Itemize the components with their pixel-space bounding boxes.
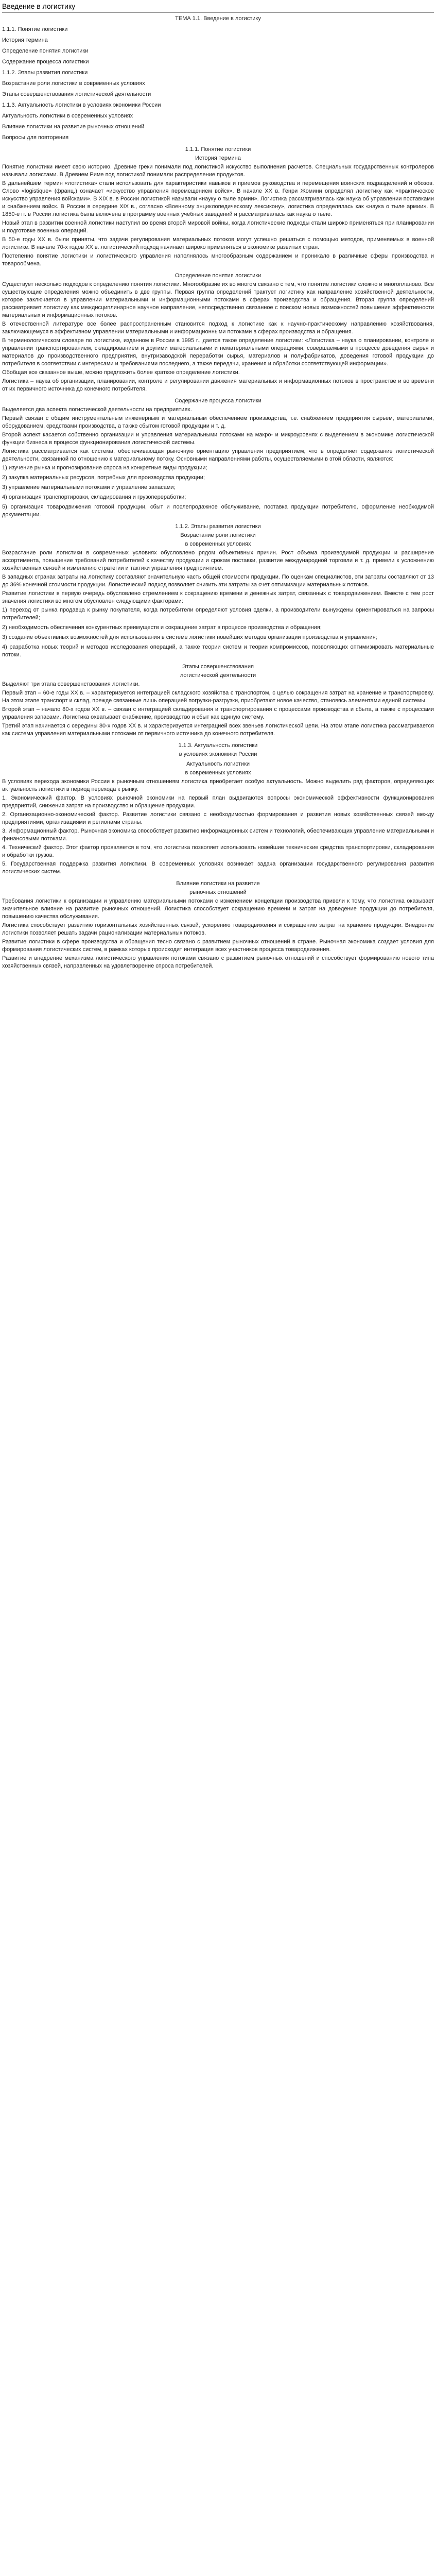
subsection-heading: в современных условиях xyxy=(185,541,251,547)
paragraph: Логистика способствует развитию горизонтальных хозяйственных связей, ускорению товародвижения и сокращению затрат на хранение продукции. Внедрение логистики позволяет решать задачи рационализации материальных потоков. xyxy=(2,922,434,936)
toc-title: ТЕМА 1.1. Введение в логистику xyxy=(175,15,261,22)
toc-item[interactable]: Содержание процесса логистики xyxy=(2,59,89,65)
paragraph: Обобщая все сказанное выше, можно предложить более краткое определение логистики. xyxy=(2,369,240,376)
paragraph: Требования логистики к организации и управлению материальными потоками с изменением концепции производства привели к тому, что логистика оказывает значительное влияние на развитие рыночных отношений. Логистика способствует сокращению времени и затрат на доведение продукции до потребителя, повышению качества обслуживания. xyxy=(2,898,434,920)
toc-item[interactable]: Возрастание роли логистики в современных условиях xyxy=(2,80,145,87)
paragraph: Понятие логистики имеет свою историю. Древние греки понимали под логистикой искусство выполнения расчетов. Специальных государственных контролеров называли логистами. В Древнем Риме под логистикой понимали распределение продуктов. xyxy=(2,164,434,178)
paragraph: Существует несколько подходов к определению понятия логистики. Многообразие их во многом связано с тем, что понятие логистики сложно и многопланово. Все существующие определения можно объединить в две группы. Первая группа определений трактует логистику как направление хозяйственной деятельности, которое заключается в управлении материальными и информационными потоками в сферах производства и обращения. Вторая группа определений рассматривает логистику как междисциплинарное научное направление, непосредственно связанное с поиском новых возможностей повышения эффективности материальных и информационных потоков. xyxy=(2,281,434,318)
toc-item[interactable]: 1.1.1. Понятие логистики xyxy=(2,26,68,32)
list-item: 2) закупка материальных ресурсов, потребных для производства продукции; xyxy=(2,474,205,481)
list-item: 4) организация транспортировки, складирования и грузопереработки; xyxy=(2,494,186,500)
paragraph: 3. Информационный фактор. Рыночная экономика способствует развитию информационных систем и технологий, обеспечивающих управление материальными и финансовыми потоками. xyxy=(2,828,434,842)
subsection-heading: История термина xyxy=(195,155,241,161)
paragraph: Постепенно понятие логистики и логистического управления наполнялось многообразным содержанием и проникало в различные сферы производства и товарообмена. xyxy=(2,253,434,267)
document-page xyxy=(0,0,436,970)
list-item: 2) необходимость обеспечения конкурентных преимуществ и сокращение затрат в процессе производства и обращения; xyxy=(2,624,322,631)
paragraph: 4. Технический фактор. Этот фактор проявляется в том, что логистика позволяет использовать новейшие технические средства транспортировки, складирования и обработки грузов. xyxy=(2,844,434,858)
paragraph: 5. Государственная поддержка развития логистики. В современных условиях возникает задача организации государственного регулирования развития логистических систем. xyxy=(2,861,434,875)
subsection-heading: логистической деятельности xyxy=(180,672,256,679)
subsection-heading: в условиях экономики России xyxy=(179,751,257,757)
section-heading: 1.1.3. Актуальность логистики xyxy=(178,742,258,749)
subsection-heading: Содержание процесса логистики xyxy=(175,398,261,404)
paragraph: В терминологическом словаре по логистике, изданном в России в 1995 г., дается такое определение логистики: «Логистика – наука о планировании, контроле и управлении транспортированием, складированием и другими материальными и нематериальными операциями, совершаемыми в процессе доведения сырья и материалов до производственного предприятия, внутризаводской переработки сырья, материалов и полуфабрикатов, доведения готовой продукции до потребителя в соответствии с интересами и требованиями последнего, а также передачи, хранения и обработки соответствующей информации». xyxy=(2,337,434,367)
paragraph: Первый связан с общим инструментальным инженерным и материальным обеспечением производства, т.е. снабжением предприятия сырьем, материалами, оборудованием, средствами производства, а также сбытом готовой продукции и т. д. xyxy=(2,415,434,429)
paragraph: Развитие логистики в сфере производства и обращения тесно связано с развитием рыночных отношений в стране. Рыночная экономика создает условия для формирования логистических систем, в рамках которых происходит интеграция всех участников процесса товародвижения. xyxy=(2,939,434,953)
list-item: 4) разработка новых теорий и методов исследования операций, а также теории систем и теории компромиссов, позволяющих оптимизировать материальные потоки. xyxy=(2,644,434,658)
subsection-heading: Возрастание роли логистики xyxy=(180,532,256,538)
paragraph: В условиях перехода экономики России к рыночным отношениям логистика приобретает особую актуальность. Можно выделить ряд факторов, определяющих актуальность логистики в период перехода к рынку. xyxy=(2,778,434,792)
paragraph: Второй аспект касается собственно организации и управления материальными потоками на макро- и микроуровнях с выделением в экономике логистической функции бизнеса в процессе функционирования логистической системы. xyxy=(2,432,434,446)
subsection-heading: Влияние логистики на развитие xyxy=(176,880,260,887)
subsection-heading: в современных условиях xyxy=(185,770,251,776)
paragraph: Выделяется два аспекта логистической деятельности на предприятиях. xyxy=(2,406,192,413)
paragraph: 2. Организационно-экономический фактор. Развитие логистики связано с необходимостью формирования и развития новых хозяйственных связей между предприятиями, организациями и регионами страны. xyxy=(2,811,434,825)
subsection-heading: Актуальность логистики xyxy=(186,761,250,767)
paragraph: Выделяют три этапа совершенствования логистики. xyxy=(2,681,140,687)
paragraph: Возрастание роли логистики в современных условиях обусловлено рядом объективных причин. Рост объема производимой продукции и расширение ассортимента, повышение требований потребителей к качеству продукции и срокам поставки, развитие международной торговли и т. д. привели к усложнению хозяйственных связей и изменению стратегии и тактики управления предприятием. xyxy=(2,550,434,571)
subsection-heading: Определение понятия логистики xyxy=(175,273,261,279)
paragraph: Логистика – наука об организации, планировании, контроле и регулировании движения материальных и информационных потоков в пространстве и во времени от их первичного источника до конечного потребителя. xyxy=(2,378,434,392)
paragraph: В отечественной литературе все более распространенным становится подход к логистике как к научно-практическому направлению хозяйствования, заключающемуся в эффективном управлении материальными и информационными потоками в сферах производства и обращения. xyxy=(2,321,434,335)
paragraph: 1. Экономический фактор. В условиях рыночной экономики на первый план выдвигаются вопросы экономической эффективности функционирования предприятий, снижения затрат на производство и обращение продукции. xyxy=(2,795,434,809)
section-heading: 1.1.2. Этапы развития логистики xyxy=(175,523,261,530)
section-heading: 1.1.1. Понятие логистики xyxy=(185,146,251,152)
toc-item[interactable]: Вопросы для повторения xyxy=(2,134,69,141)
list-item: 3) управление материальными потоками и управление запасами; xyxy=(2,484,176,490)
toc-item[interactable]: Этапы совершенствования логистической деятельности xyxy=(2,91,151,97)
page-title: Введение в логистику xyxy=(2,0,434,13)
list-item: 1) переход от рынка продавца к рынку покупателя, когда потребители определяют условия сделки, а производители вынуждены ориентироваться на запросы потребителей; xyxy=(2,607,434,621)
paragraph: Развитие и внедрение механизма логистического управления потоками связано с развитием рыночных отношений и способствует формированию нового типа хозяйственных связей, направленных на удовлетворение спроса потребителей. xyxy=(2,955,434,969)
list-item: 1) изучение рынка и прогнозирование спроса на конкретные виды продукции; xyxy=(2,465,207,471)
paragraph: Третий этап начинается с середины 80-х годов XX в. и характеризуется интеграцией всех звеньев логистической цепи. На этом этапе логистика рассматривается как система управления материальными потоками от первичного источника до конечного потребителя. xyxy=(2,723,434,737)
paragraph: Новый этап в развитии военной логистики наступил во время второй мировой войны, когда логистические подходы стали широко применяться при планировании и подготовке военных операций. xyxy=(2,220,434,234)
subsection-heading: рыночных отношений xyxy=(189,889,247,895)
toc-item[interactable]: Определение понятия логистики xyxy=(2,48,89,54)
toc-item[interactable]: Влияние логистики на развитие рыночных отношений xyxy=(2,124,145,130)
paragraph: В западных странах затраты на логистику составляют значительную часть общей стоимости продукции. По оценкам специалистов, эти затраты составляют от 13 до 36% конечной стоимости продукции. Логистический подход позволяет снизить эти затраты за счет оптимизации материальных потоков. xyxy=(2,574,434,588)
table-of-contents xyxy=(2,26,434,142)
toc-item[interactable]: История термина xyxy=(2,37,48,43)
subsection-heading: Этапы совершенствования xyxy=(182,664,254,670)
paragraph: Развитие логистики в первую очередь обусловлено стремлением к сокращению времени и денежных затрат, связанных с товародвижением. Вместе с тем рост значения логистики во многом обусловлен следующими факторами: xyxy=(2,590,434,604)
toc-item[interactable]: 1.1.2. Этапы развития логистики xyxy=(2,70,88,76)
paragraph: В дальнейшем термин «логистика» стали использовать для характеристики навыков и приемов руководства и перемещения воинских подразделений и обозов. Слово «logistique» (франц.) означает «искусство управления перемещением войск». В начале XX в. Генри Жомини определял логистику как «практическое искусство управления войсками». В XIX в. в России логистикой называли «науку о тыле армии». Логистика рассматривалась как наука об управлении поставками и снабжением войск. В России в середине XIX в., согласно «Военному энциклопедическому лексикону», логистика определялась как «наука о тыле армии». В 1850-е гг. в России логистика была включена в программу военных учебных заведений и рассматривалась как наука о тыле. xyxy=(2,180,434,217)
toc-item[interactable]: Актуальность логистики в современных условиях xyxy=(2,113,133,119)
paragraph: Логистика рассматривается как система, обеспечивающая рыночную ориентацию управления предприятием, что в определяет содержание логистической деятельности, связанной по отношению к материальному потоку. Основными направлениями работы, осуществляемыми в этой области, являются: xyxy=(2,448,434,462)
paragraph: Второй этап – начало 80-х годов XX в. – связан с интеграцией складирования и транспортирования с процессами производства и сбыта, а также с процессами управления запасами. Логистика охватывает снабжение, производство и сбыт как единую систему. xyxy=(2,706,434,720)
list-item: 5) организация товародвижения готовой продукции, сбыт и послепродажное обслуживание, поставка продукции потребителю, оформление необходимой документации. xyxy=(2,504,434,518)
toc-item[interactable]: 1.1.3. Актуальность логистики в условиях экономики России xyxy=(2,102,161,108)
paragraph: В 50-е годы XX в. были приняты, что задачи регулирования материальных потоков могут успешно решаться с помощью методов, применяемых в военной логистике. В начале 70-х годов XX в. логистический подход начинает широко применяться в экономике развитых стран. xyxy=(2,236,434,250)
list-item: 3) создание объективных возможностей для использования в системе логистики новейших методов организации производства и управления; xyxy=(2,634,377,640)
paragraph: Первый этап – 60-е годы XX в. – характеризуется интеграцией складского хозяйства с транспортом, с целью сокращения затрат на хранение и транспортировку. На этом этапе транспорт и склад, прежде связанные лишь операцией погрузки-разгрузки, приобретают новое качество, становясь элементами единой системы. xyxy=(2,690,434,704)
